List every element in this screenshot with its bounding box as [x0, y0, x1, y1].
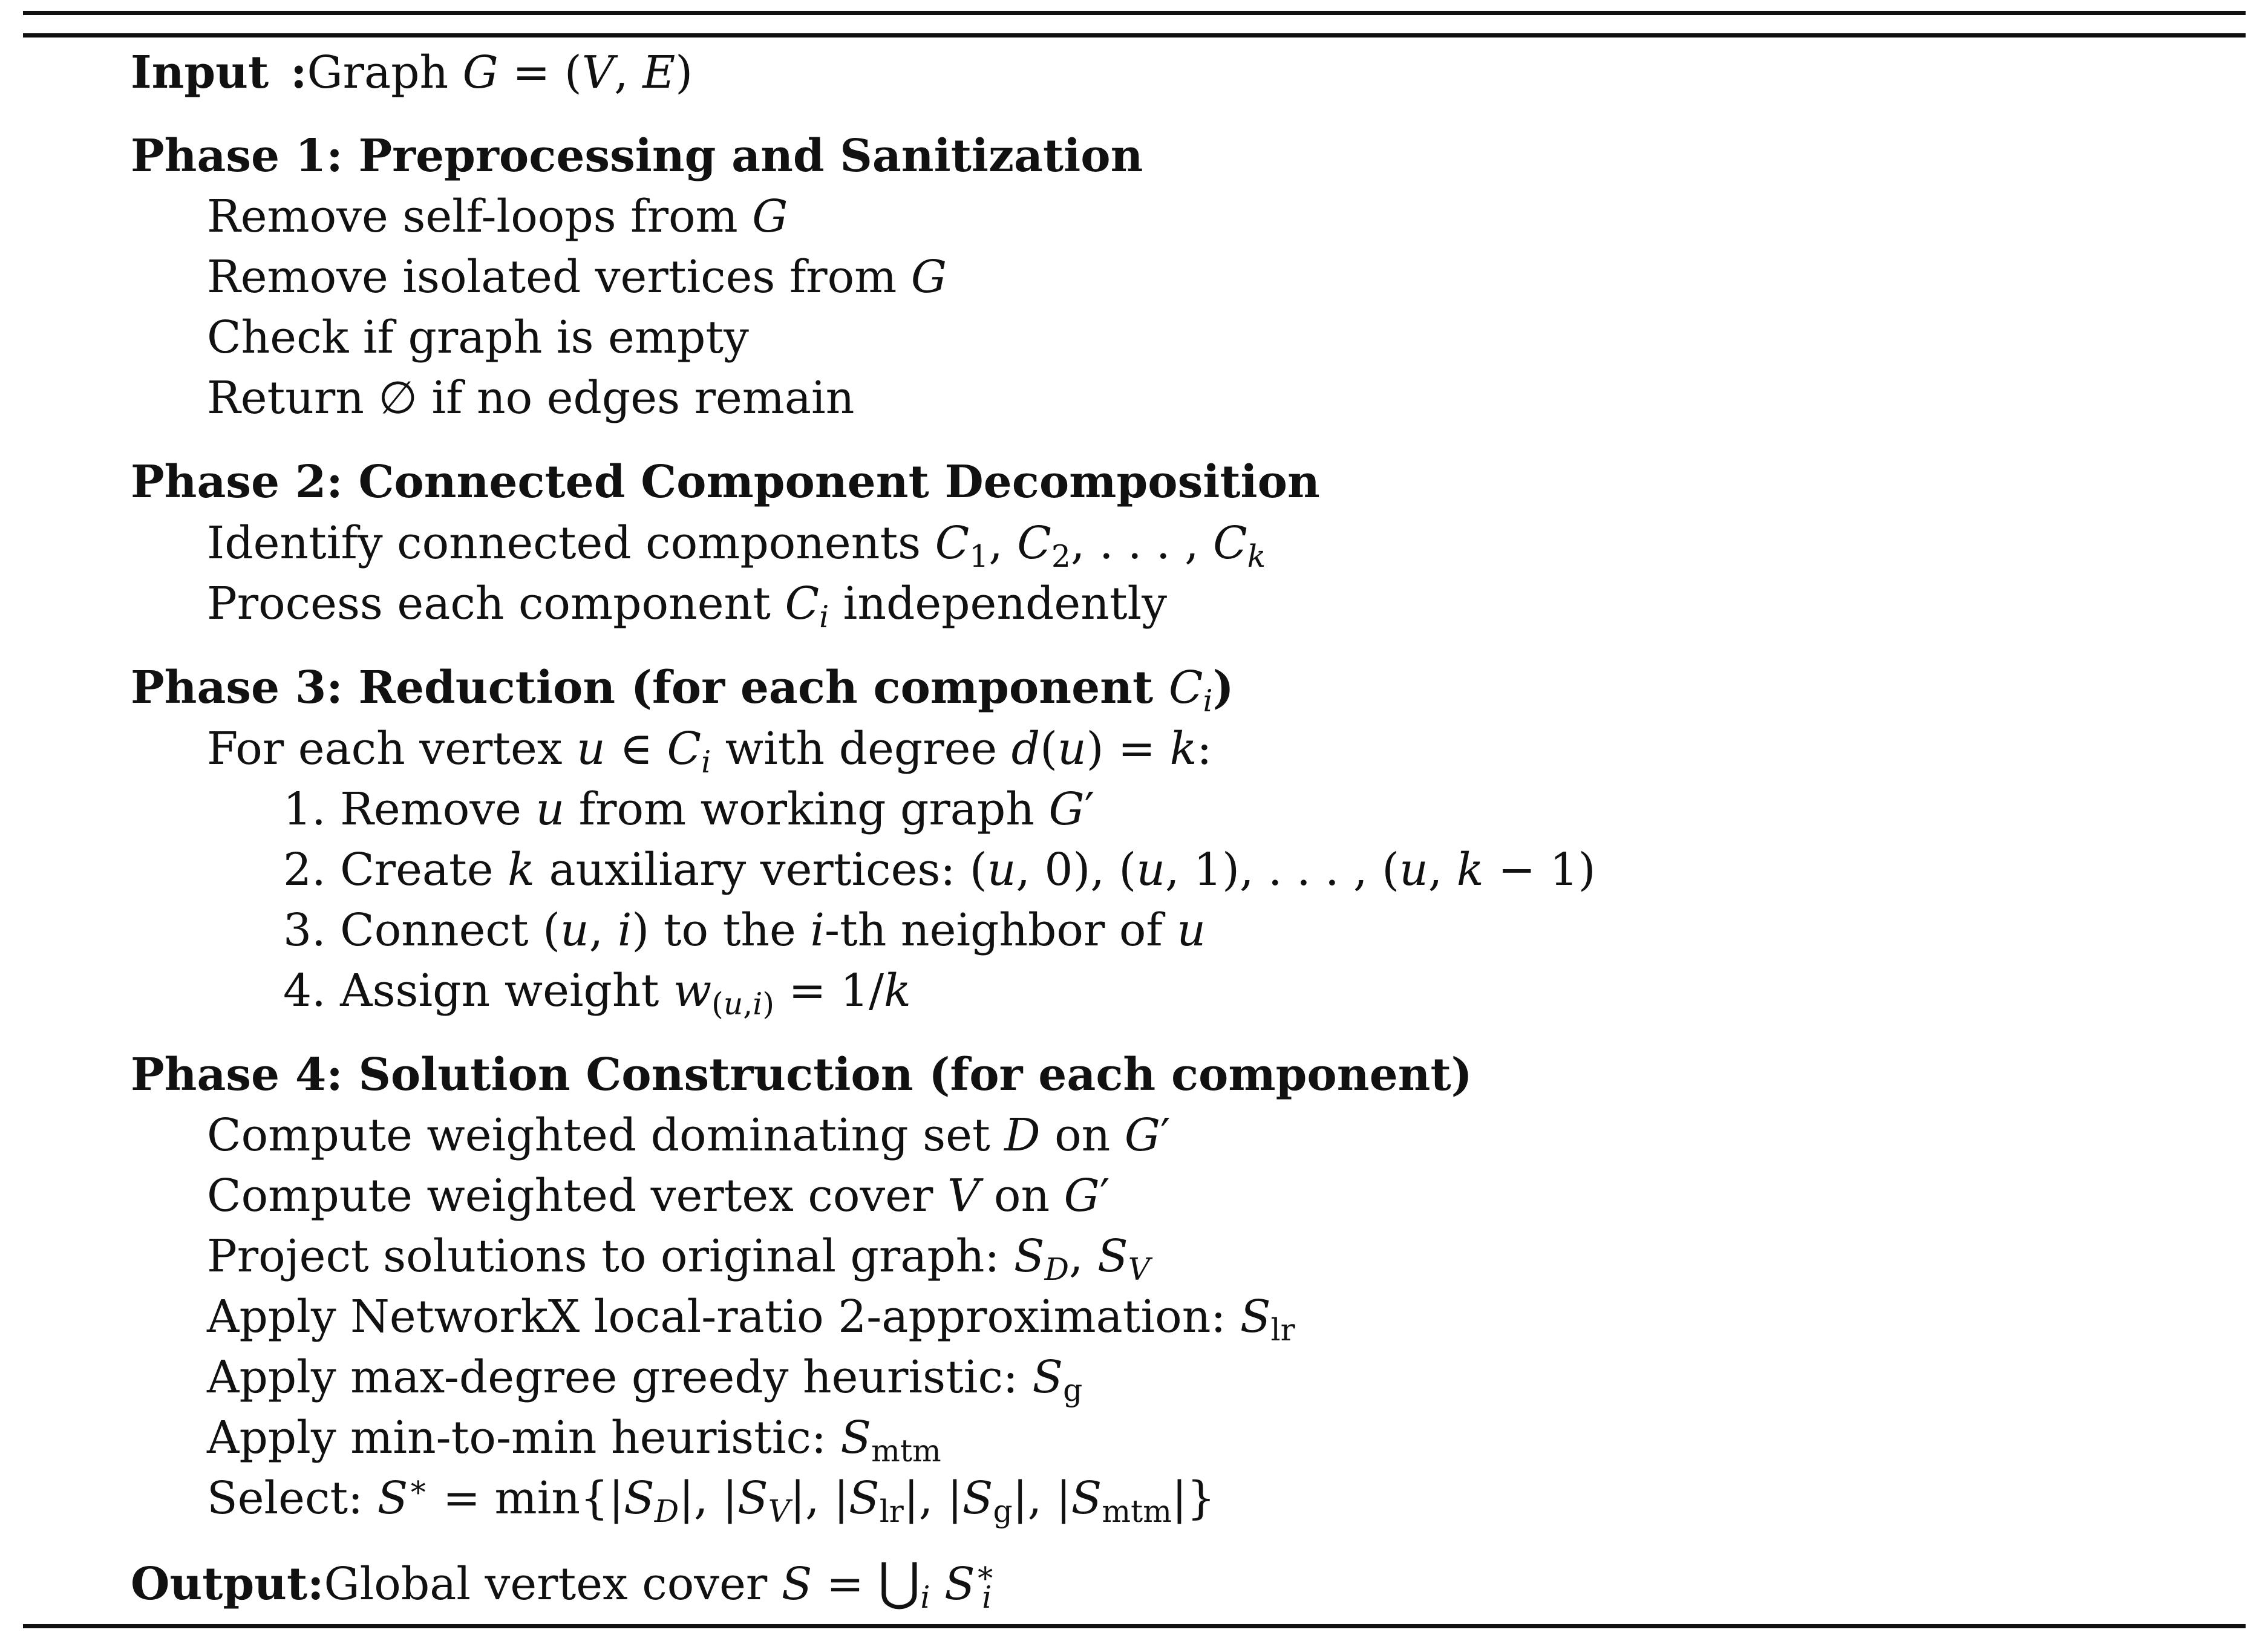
- phase3-substep-2: 2. Create k auxiliary vertices: (u, 0), (u, 1), . . . , (u, k − 1): [283, 844, 1596, 896]
- input-label: Input: [131, 47, 269, 99]
- output-label: Output: [131, 1558, 308, 1610]
- phase3-foreach-vertex: For each vertex u ∈ $C_i$ with degree d(u) = k:: [207, 723, 1212, 780]
- phase1-heading: Phase 1: Preprocessing and Sanitization: [131, 130, 1143, 182]
- phase3-substep-3: 3. Connect (u, i) to the i-th neighbor of u: [283, 904, 1206, 956]
- output-text: Global vertex cover: [324, 1558, 782, 1610]
- top-rule-outer: [23, 11, 2246, 15]
- algorithm-input-line: Input :Graph G = (V, E): [131, 47, 693, 99]
- phase4-step-dominating-set: Compute weighted dominating set D on G′: [207, 1109, 1171, 1161]
- input-colon: :: [290, 47, 307, 99]
- phase2-step-identify: Identify connected components $C_1$, $C_2$, . . . , $C_k$: [207, 517, 1266, 575]
- phase4-step-min-to-min: Apply min-to-min heuristic: $S_{mtm}$: [207, 1412, 941, 1469]
- phase4-step-vertex-cover: Compute weighted vertex cover V on G′: [207, 1170, 1110, 1222]
- phase4-step-select: Select: $S^∗ = \min\{|S_D|$, $|S_V|$, $|S_{lr}|$, $|S_g|$, $|S_{mtm}|$}: [207, 1468, 1215, 1530]
- phase2-step-process: Process each component $C_i$ independently: [207, 578, 1168, 635]
- phase3-substep-1: 1. Remove u from working graph G′: [283, 783, 1095, 835]
- phase3-substep-4: 4. Assign weight $w_{(u,i)} = 1/k$: [283, 965, 911, 1022]
- phase4-step-project: Project solutions to original graph: $S_D$, $S_V$: [207, 1230, 1151, 1288]
- phase1-step-check-empty: Check if graph is empty: [207, 312, 749, 364]
- phase1-step-remove-self-loops: Remove self-loops from G: [207, 191, 788, 243]
- phase1-step-return-empty: Return ∅ if no edges remain: [207, 372, 855, 424]
- input-text: Graph: [307, 47, 463, 99]
- phase1-step-remove-isolated: Remove isolated vertices from G: [207, 251, 947, 303]
- top-rule-inner: [23, 33, 2246, 38]
- phase4-step-greedy: Apply max-degree greedy heuristic: $S_g$: [207, 1351, 1083, 1409]
- phase2-heading: Phase 2: Connected Component Decomposition: [131, 456, 1320, 508]
- phase3-heading: Phase 3: Reduction (for each component $C_i$): [131, 662, 1234, 719]
- output-colon: :: [307, 1558, 324, 1610]
- algorithm-output-line: Output:Global vertex cover $S = ⋃_i$ $S^∗_i$: [131, 1552, 996, 1616]
- phase4-heading: Phase 4: Solution Construction (for each component): [131, 1049, 1472, 1101]
- phase4-step-local-ratio: Apply NetworkX local-ratio 2-approximation: $S_{lr}$: [207, 1291, 1295, 1348]
- bottom-rule: [23, 1624, 2246, 1628]
